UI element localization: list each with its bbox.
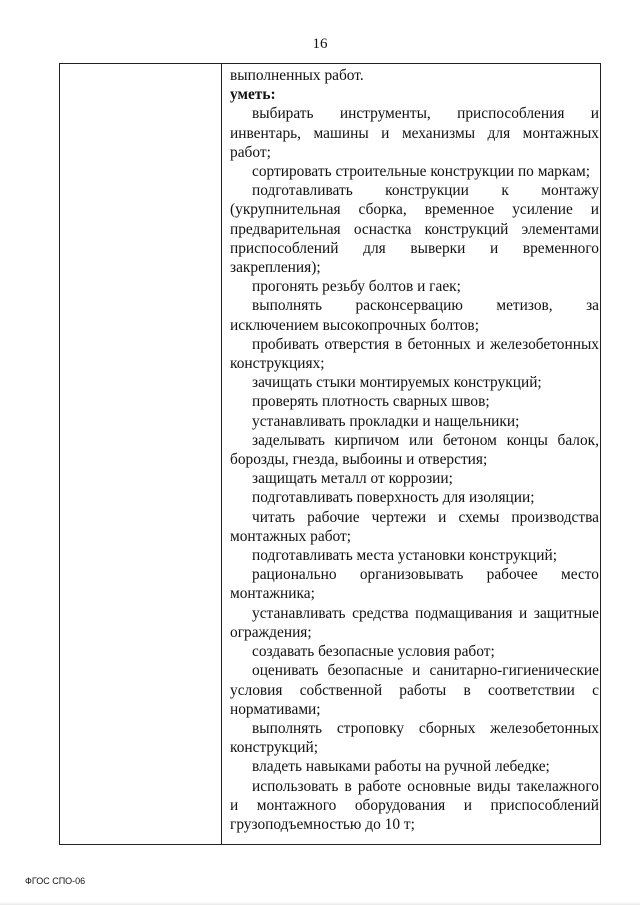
skill-item: защищать металл от коррозии; xyxy=(252,470,453,488)
skill-item: прогонять резьбу болтов и гаек; xyxy=(252,278,461,296)
skill-item: владеть навыками работы на ручной лебедке; xyxy=(252,758,550,776)
skill-item: зачищать стыки монтируемых конструкций; xyxy=(252,374,542,392)
skill-item: использовать в работе основные виды такелажного и монтажного оборудования и приспособлений грузоподъемностью до 10 т; xyxy=(230,777,599,833)
continuation-text: выполненных работ. xyxy=(230,67,364,84)
skill-item: проверять плотность сварных швов; xyxy=(252,393,490,411)
skill-item: читать рабочие чертежи и схемы производства монтажных работ; xyxy=(230,508,599,545)
skill-item: устанавливать прокладки и нащельники; xyxy=(252,412,520,430)
requirements-table xyxy=(59,63,601,845)
skill-item: выполнять строповку сборных железобетонных конструкций; xyxy=(230,719,599,757)
column-divider xyxy=(221,64,222,844)
skill-item: заделывать кирпичом или бетоном концы балок, борозды, гнезда, выбоины и отверстия; xyxy=(230,431,599,469)
skill-item: выполнять расконсервацию метизов, за исключением высокопрочных болтов; xyxy=(230,297,599,334)
skill-item: устанавливать средства подмащивания и защитные ограждения; xyxy=(230,604,599,641)
skill-item: выбирать инструменты, приспособления и инвентарь, машины и механизмы для монтажных работ; xyxy=(230,105,599,161)
skill-item: пробивать отверстия в бетонных и железобетонных конструкциях; xyxy=(230,335,599,373)
skill-item: подготавливать поверхность для изоляции; xyxy=(252,489,535,507)
skill-item: рационально организовывать рабочее место монтажника; xyxy=(230,566,599,603)
skill-item: создавать безопасные условия работ; xyxy=(252,643,495,661)
skills-cell xyxy=(230,66,599,834)
skill-item: подготавливать места установки конструкций; xyxy=(252,547,557,565)
skill-item: оценивать безопасные и санитарно-гигиенические условия собственной работы в соответствии с нормативами; xyxy=(230,662,599,718)
page-number: 16 xyxy=(312,36,328,52)
section-heading: уметь: xyxy=(230,86,276,104)
skill-item: сортировать строительные конструкции по маркам; xyxy=(252,163,590,181)
footer-code: ФГОС СПО-06 xyxy=(25,876,86,886)
skill-item: подготавливать конструкции к монтажу (укрупнительная сборка, временное усиление и предварительная оснастка конструкций элементами приспособлений для выверки и временного закрепления); xyxy=(230,182,599,277)
